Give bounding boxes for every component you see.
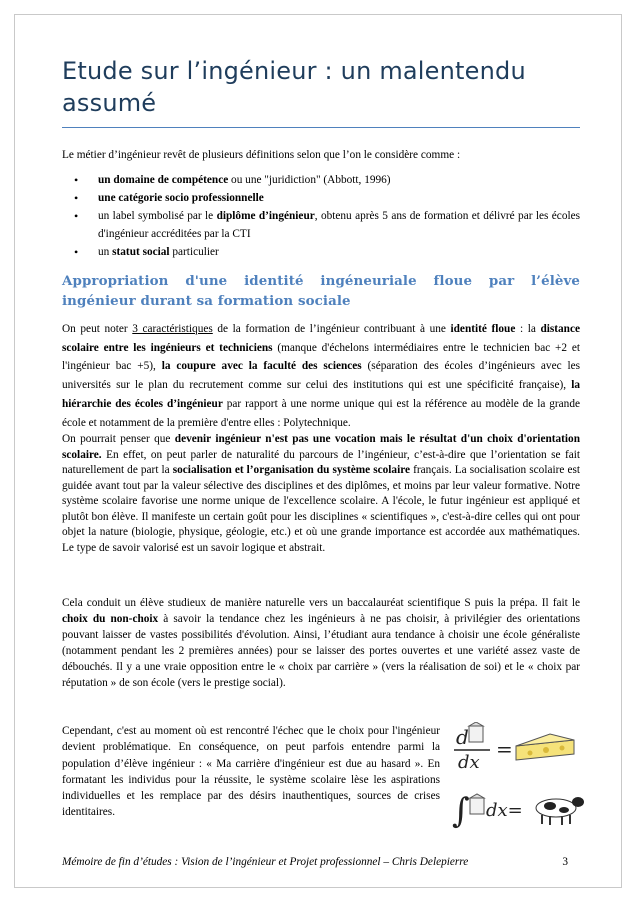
integral-sign-text: ∫ bbox=[452, 791, 470, 831]
cheese-icon bbox=[516, 734, 574, 760]
milk-carton-icon bbox=[470, 798, 484, 814]
list-item-text: ou une "juridiction" (Abbott, 1996) bbox=[228, 174, 391, 186]
text-run: à savoir la tendance chez les ingénieurs à ne pas choisir, à privilégier des orientations pouvant laisser de vastes possibilités d'évolution. Ainsi, l’étudiant aura tendance à choisir une école généraliste (notamment pendant les 2 premières années) pour se laisser des portes ouvertes et une variété assez vaste de débouchés. Il y a une vraie opposition entre le « choix par carrière » (vers la réalisation de soi) et le « choix par réputation » de son école (vers le prestige social). bbox=[62, 613, 581, 690]
text-run: de la formation de l’ingénieur contribuant à une bbox=[212, 323, 451, 335]
list-item-bold: une catégorie socio professionnelle bbox=[98, 192, 264, 204]
bold-text: socialisation et l’organisation du système scolaire bbox=[172, 464, 411, 476]
footer-text: Mémoire de fin d’études : Vision de l’ingénieur et Projet professionnel – Chris Delepierre bbox=[62, 856, 469, 868]
text-run: (manque d'échelons intermédiaires entre le technicien bac +2 et l'ingénieur bac +5), bbox=[62, 341, 580, 373]
text-run: par rapport à une norme unique qui est la référence au modèle de la grande école et notamment de la première d'entre elles : Polytechnique. bbox=[62, 397, 580, 429]
bold-text: la hiérarchie des écoles d’ingénieur bbox=[62, 379, 580, 410]
derivative-d-text: d bbox=[456, 725, 469, 749]
bold-text: choix du non-choix bbox=[62, 613, 159, 626]
bullet-icon: • bbox=[74, 173, 79, 187]
text-run: On peut noter bbox=[62, 323, 133, 335]
text-run: français. La socialisation scolaire est guidée avant tout par la valeur sélective des disciplines et des diplômes, et moins par leur valeur formative. Notre système scolaire favorise une norme unique de l'excellence scolaire. A l'école, le futur ingénieur est appliqué et plutôt bon élève. Il manifeste un certain goût pour les disciplines « scientifiques », c'est-à-dire celles qui ont pour objet la nature (biologie, physique, géologie, etc.) et où une grande importance est accordée aux mathématiques. Le type de savoir valorisé est un savoir logique et abstrait. bbox=[62, 464, 580, 554]
bullet-icon: • bbox=[74, 209, 79, 223]
list-item bbox=[62, 171, 580, 189]
bold-text: distance scolaire entre les ingénieurs et techniciens bbox=[62, 323, 580, 354]
list-item-text: , obtenu après 5 ans de formation et délivré par les écoles d'ingénieur accréditées par la CTI bbox=[98, 210, 581, 240]
paragraph-characteristics bbox=[62, 320, 580, 432]
list-item bbox=[62, 207, 580, 243]
section-heading: Appropriation d'une identité ingéneuriale floue par l’élève ingénieur durant sa formation sociale bbox=[62, 273, 580, 309]
derivative-dx-text: dx bbox=[458, 752, 480, 773]
list-item-text: un label symbolisé par le bbox=[98, 210, 217, 222]
integral-dx-text: dx= bbox=[486, 800, 523, 821]
bold-text: identité floue bbox=[450, 323, 516, 335]
text-run: En effet, on peut parler de naturalité du parcours de l’ingénieur, c’est-à-dire que l’orientation se fait naturellement de part la bbox=[62, 448, 580, 476]
list-item bbox=[62, 189, 580, 207]
list-item-bold: statut social bbox=[112, 246, 170, 258]
list-item bbox=[62, 243, 580, 261]
milk-carton-top-icon bbox=[469, 722, 483, 726]
intro-paragraph: Le métier d’ingénieur revêt de plusieurs définitions selon que l’on le considère comme : bbox=[62, 149, 461, 161]
bold-text: devenir ingénieur n'est pas une vocation mais le résultat d'un choix d'orientation scolaire. bbox=[62, 433, 580, 461]
paragraph-failure: Cependant, c'est au moment où est rencontré l'échec que le choix pour l'ingénieur devient problématique. En conséquence, on peut parfois entendre parmi la population d’élève ingénieur : « Ma carrière d'ingénieur est due au hasard ». En formatant les individus pour la réussite, le système scolaire lèse les aspirations individuelles et les remplace par des désirs inauthentiques, sources de crises identitaires. bbox=[62, 725, 440, 819]
text-run: : la bbox=[515, 323, 541, 335]
list-item-bold: diplôme d’ingénieur bbox=[216, 210, 315, 222]
list-item-text: un bbox=[98, 246, 113, 258]
bullet-icon: • bbox=[74, 245, 79, 259]
list-item-bold: un domaine de compétence bbox=[98, 174, 229, 186]
text-run: (séparation des écoles d’ingénieurs avec les universités sur le plan du recrutement comme sur celui des institutions qui est une spécificité française), bbox=[62, 360, 581, 392]
page-footer bbox=[62, 856, 582, 868]
title-underline bbox=[62, 127, 580, 128]
page-title: Etude sur l’ingénieur : un malentendu assumé bbox=[62, 57, 526, 117]
milk-carton-top-icon bbox=[470, 794, 484, 798]
paragraph-orientation bbox=[62, 432, 580, 556]
bullet-icon: • bbox=[74, 191, 79, 205]
list-item-text: particulier bbox=[169, 246, 219, 258]
text-run: On pourrait penser que bbox=[62, 433, 175, 445]
calculus-cheese-cow-illustration bbox=[450, 722, 590, 832]
equals-sign-text: = bbox=[496, 737, 513, 761]
milk-carton-icon bbox=[469, 726, 483, 742]
bold-text: la coupure avec la faculté des sciences bbox=[161, 360, 362, 373]
cow-icon bbox=[536, 797, 584, 825]
paragraph-non-choice bbox=[62, 595, 580, 692]
underlined-text: 3 caractéristiques bbox=[132, 323, 213, 335]
page-number: 3 bbox=[562, 856, 568, 868]
definition-list bbox=[62, 171, 580, 261]
text-run: Cela conduit un élève studieux de manière naturelle vers un baccalauréat scientifique S puis la prépa. Il fait le bbox=[62, 597, 580, 609]
